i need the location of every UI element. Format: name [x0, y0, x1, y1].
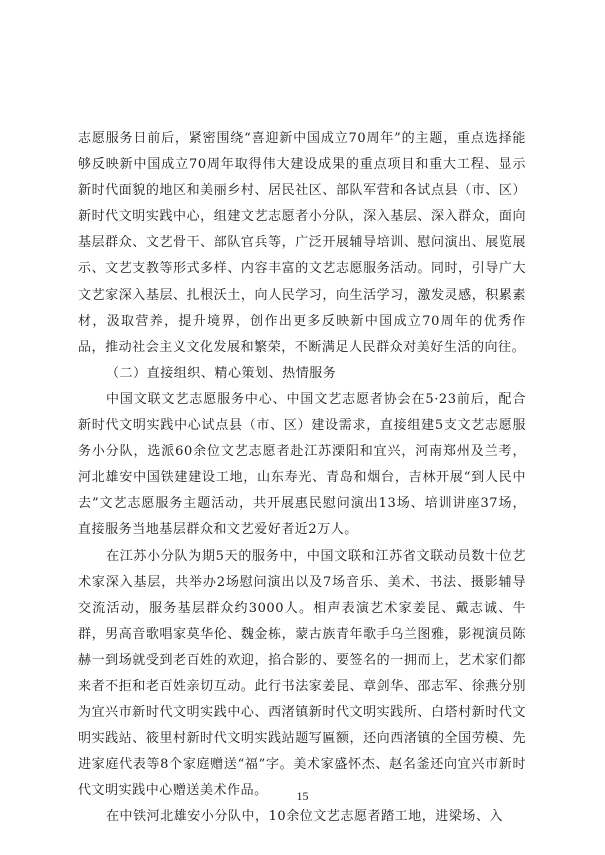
body-paragraph-3: 在江苏小分队为期5天的服务中，中国文联和江苏省文联动员数十位艺术家深入基层，共举办2场慰问演出以及7场音乐、美术、书法、摄影辅导交流活动，服务基层群众约3000人。相声表演艺术家姜昆、戴志诚、牛群，男高音歌唱家莫华伦、魏金栋，蒙古族青年歌手乌兰图雅，影视演员陈赫一到场就受到老百姓的欢迎，掐合影的、要签名的一拥而上，艺术家们都来者不拒和老百姓亲切互动。此行书法家姜昆、章剑华、邵志军、徐燕分别为宜兴市新时代文明实践中心、西渚镇新时代文明实践所、白塔村新时代文明实践站、筱里村新时代文明实践站题写匾额，还向西渚镇的全国劳模、先进家庭代表等8个家庭赠送“福”字。美术家盛怀杰、赵名釜还向宜兴市新时代文明实践中心赠送美术作品。 — [78, 548, 526, 799]
document-page — [78, 126, 526, 831]
body-paragraph-4: 在中铁河北雄安小分队中，10余位文艺志愿者踏工地，进梁场、入 — [106, 809, 504, 825]
body-paragraph-2: 中国文联文艺志愿服务中心、中国文艺志愿者协会在5·23前后，配合新时代文明实践中心试点县（市、区）建设需求，直接组建5支文艺志愿服务小分队，选派60余位文艺志愿者赴江苏溧阳和宜兴，河南郑州及兰考，河北雄安中国铁建建设工地，山东寿光、青岛和烟台，吉林开展“到人民中去”文艺志愿服务主题活动，共开展惠民慰问演出13场、培训讲座37场，直接服务当地基层群众和文艺爱好者近2万人。 — [78, 391, 526, 538]
page-number: 15 — [296, 789, 309, 803]
section-heading: （二）直接组织、精心策划、热情服务 — [106, 365, 337, 381]
body-paragraph-1: 志愿服务日前后，紧密围绕“喜迎新中国成立70周年”的主题，重点选择能够反映新中国成立70周年取得伟大建设成果的重点项目和重大工程、显示新时代面貌的地区和美丽乡村、居民社区、部队军营和各试点县（市、区）新时代文明实践中心，组建文艺志愿者小分队，深入基层、深入群众，面向基层群众、文艺骨干、部队官兵等，广泛开展辅导培训、慰问演出、展览展示、文艺支教等形式多样、内容丰富的文艺志愿服务活动。同时，引导广大文艺家深入基层、扎根沃土，向人民学习，向生活学习，激发灵感，积累素材，汲取营养，提升境界，创作出更多反映新中国成立70周年的优秀作品，推动社会主义文化发展和繁荣，不断满足人民群众对美好生活的向往。 — [78, 131, 526, 355]
